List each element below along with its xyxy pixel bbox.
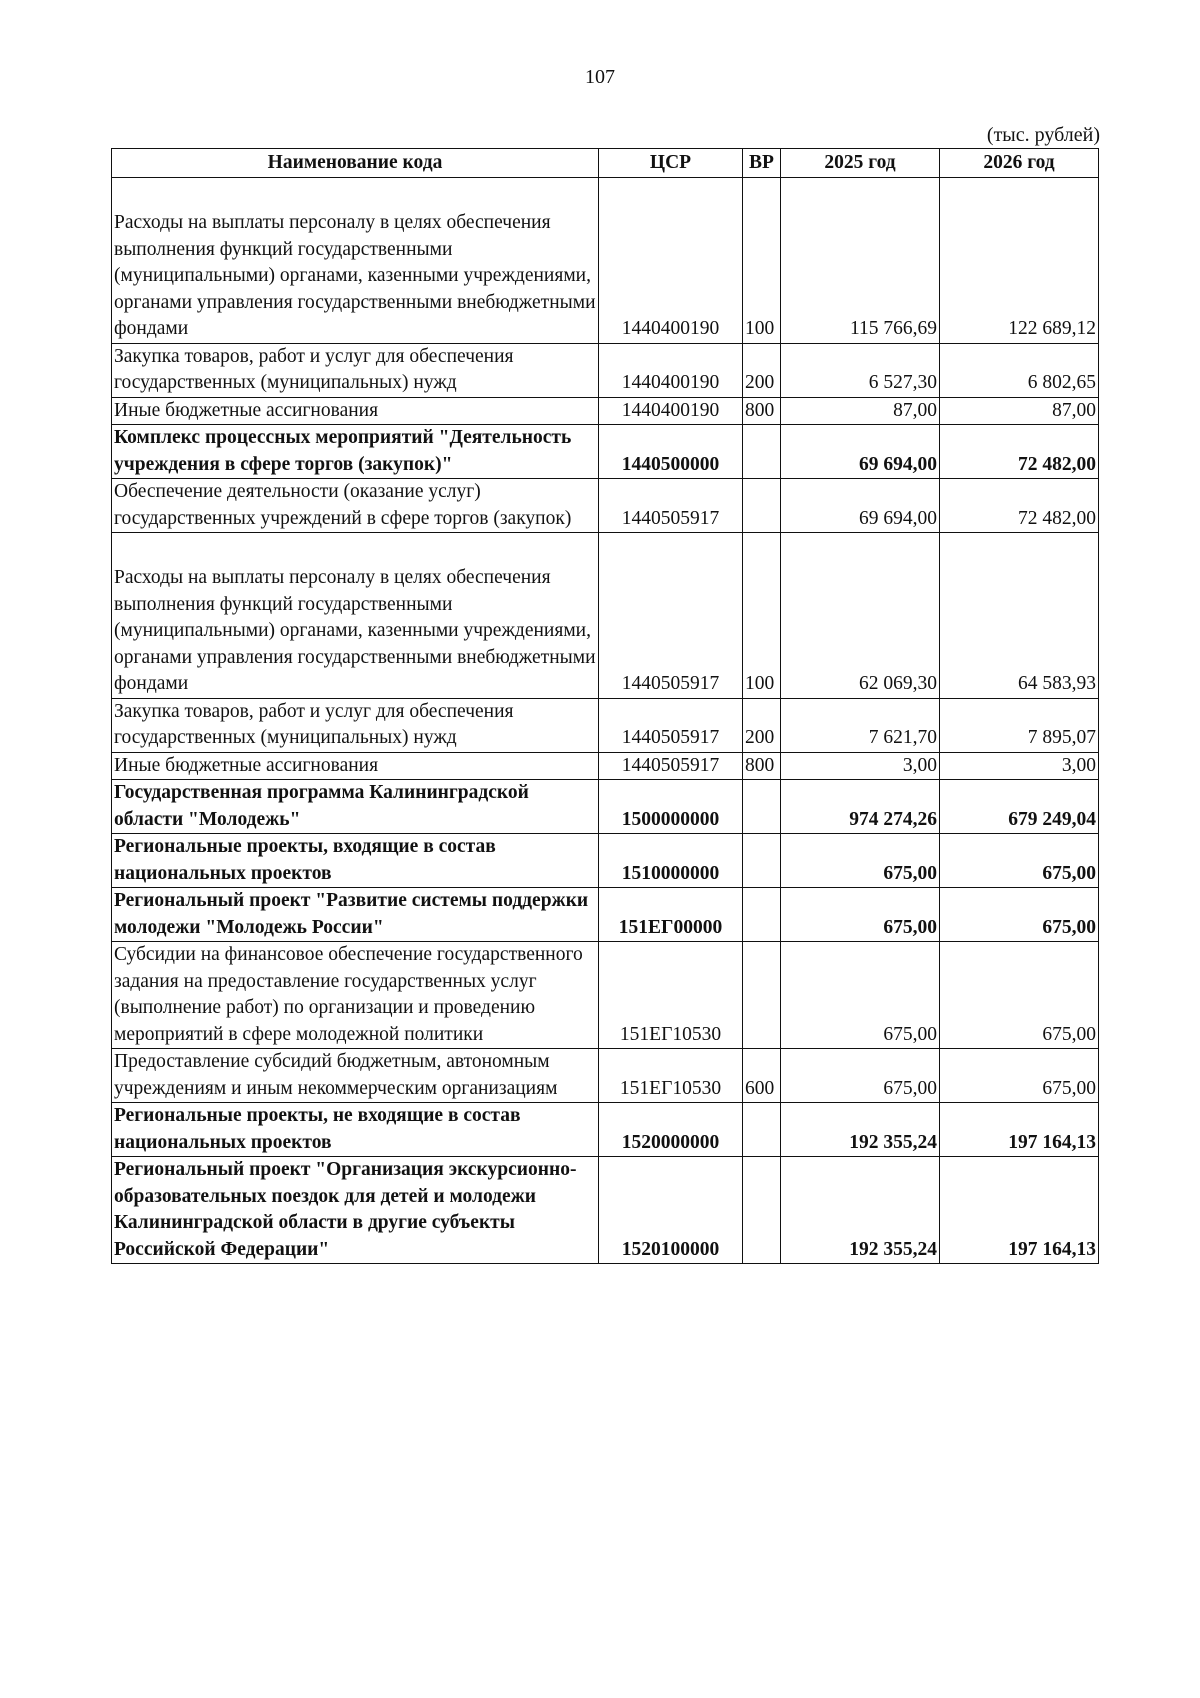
- row-2026: 3,00: [940, 752, 1099, 780]
- table-row: [112, 780, 1099, 834]
- row-name: Иные бюджетные ассигнования: [112, 397, 599, 425]
- row-vr: [743, 780, 781, 834]
- table-row: [112, 834, 1099, 888]
- table-header-row: [112, 149, 1099, 178]
- row-name: Закупка товаров, работ и услуг для обеспечения государственных (муниципальных) нужд: [112, 698, 599, 752]
- row-csr: 1440505917: [599, 533, 743, 699]
- row-2026: 675,00: [940, 942, 1099, 1049]
- row-2025: 675,00: [781, 834, 940, 888]
- row-vr: [743, 1103, 781, 1157]
- row-2025: 974 274,26: [781, 780, 940, 834]
- row-name: Иные бюджетные ассигнования: [112, 752, 599, 780]
- row-2025: 7 621,70: [781, 698, 940, 752]
- row-csr: 1440505917: [599, 479, 743, 533]
- row-2026: 6 802,65: [940, 343, 1099, 397]
- header-2025: 2025 год: [781, 149, 940, 178]
- row-2026: 675,00: [940, 1049, 1099, 1103]
- header-csr: ЦСР: [599, 149, 743, 178]
- row-2025: 6 527,30: [781, 343, 940, 397]
- row-csr: 151ЕГ00000: [599, 888, 743, 942]
- table-row: [112, 942, 1099, 1049]
- row-csr: 1440400190: [599, 397, 743, 425]
- row-2025: 675,00: [781, 888, 940, 942]
- row-2026: 675,00: [940, 888, 1099, 942]
- row-vr: 200: [743, 698, 781, 752]
- table-row: [112, 425, 1099, 479]
- table-row: [112, 397, 1099, 425]
- row-name: Региональный проект "Развитие системы поддержки молодежи "Молодежь России": [112, 888, 599, 942]
- row-name: Обеспечение деятельности (оказание услуг) государственных учреждений в сфере торгов (закупок): [112, 479, 599, 533]
- row-csr: 151ЕГ10530: [599, 942, 743, 1049]
- row-2026: 87,00: [940, 397, 1099, 425]
- row-vr: [743, 834, 781, 888]
- row-vr: [743, 888, 781, 942]
- row-2025: 69 694,00: [781, 479, 940, 533]
- row-2025: 192 355,24: [781, 1157, 940, 1264]
- row-name: Расходы на выплаты персоналу в целях обеспечения выполнения функций государственными (муниципальными) органами, казенными учреждениями, органами управления государственными внебюджетными фондами: [112, 178, 599, 344]
- table-row: [112, 533, 1099, 699]
- row-csr: 1440400190: [599, 343, 743, 397]
- row-vr: 200: [743, 343, 781, 397]
- row-csr: 1440505917: [599, 752, 743, 780]
- row-csr: 1440505917: [599, 698, 743, 752]
- row-2025: 69 694,00: [781, 425, 940, 479]
- row-2025: 87,00: [781, 397, 940, 425]
- row-vr: 600: [743, 1049, 781, 1103]
- row-vr: 800: [743, 752, 781, 780]
- table-row: [112, 343, 1099, 397]
- table-row: [112, 888, 1099, 942]
- row-2026: 7 895,07: [940, 698, 1099, 752]
- row-csr: 1520000000: [599, 1103, 743, 1157]
- row-name: Государственная программа Калининградской области "Молодежь": [112, 780, 599, 834]
- row-name: Закупка товаров, работ и услуг для обеспечения государственных (муниципальных) нужд: [112, 343, 599, 397]
- row-2026: 197 164,13: [940, 1157, 1099, 1264]
- row-name: Субсидии на финансовое обеспечение государственного задания на предоставление государственных услуг (выполнение работ) по организации и проведению мероприятий в сфере молодежной политики: [112, 942, 599, 1049]
- row-vr: [743, 942, 781, 1049]
- row-vr: [743, 479, 781, 533]
- row-2025: 192 355,24: [781, 1103, 940, 1157]
- row-name: Региональные проекты, входящие в состав национальных проектов: [112, 834, 599, 888]
- row-2026: 72 482,00: [940, 425, 1099, 479]
- table-row: [112, 178, 1099, 344]
- row-2025: 675,00: [781, 942, 940, 1049]
- row-vr: 800: [743, 397, 781, 425]
- row-2025: 62 069,30: [781, 533, 940, 699]
- row-csr: 1520100000: [599, 1157, 743, 1264]
- row-2025: 115 766,69: [781, 178, 940, 344]
- row-name: Комплекс процессных мероприятий "Деятельность учреждения в сфере торгов (закупок)": [112, 425, 599, 479]
- row-name: Предоставление субсидий бюджетным, автономным учреждениям и иным некоммерческим организациям: [112, 1049, 599, 1103]
- row-csr: 1500000000: [599, 780, 743, 834]
- row-name: Расходы на выплаты персоналу в целях обеспечения выполнения функций государственными (муниципальными) органами, казенными учреждениями, органами управления государственными внебюджетными фондами: [112, 533, 599, 699]
- row-2025: 675,00: [781, 1049, 940, 1103]
- budget-table: [111, 148, 1099, 1264]
- row-csr: 1510000000: [599, 834, 743, 888]
- table-body: [112, 178, 1099, 1264]
- row-name: Региональные проекты, не входящие в состав национальных проектов: [112, 1103, 599, 1157]
- row-csr: 1440500000: [599, 425, 743, 479]
- row-2026: 197 164,13: [940, 1103, 1099, 1157]
- table-row: [112, 1049, 1099, 1103]
- row-vr: [743, 1157, 781, 1264]
- row-csr: 151ЕГ10530: [599, 1049, 743, 1103]
- table-row: [112, 1157, 1099, 1264]
- table-row: [112, 752, 1099, 780]
- table-row: [112, 1103, 1099, 1157]
- row-2026: 64 583,93: [940, 533, 1099, 699]
- header-2026: 2026 год: [940, 149, 1099, 178]
- row-2025: 3,00: [781, 752, 940, 780]
- row-name: Региональный проект "Организация экскурсионно-образовательных поездок для детей и молодежи Калининградской области в другие субъекты Российской Федерации": [112, 1157, 599, 1264]
- header-name: Наименование кода: [112, 149, 599, 178]
- row-csr: 1440400190: [599, 178, 743, 344]
- row-vr: 100: [743, 178, 781, 344]
- header-vr: ВР: [743, 149, 781, 178]
- row-2026: 72 482,00: [940, 479, 1099, 533]
- row-vr: [743, 425, 781, 479]
- row-vr: 100: [743, 533, 781, 699]
- units-label: (тыс. рублей): [986, 124, 1100, 146]
- page-number: 107: [585, 66, 615, 88]
- table-row: [112, 698, 1099, 752]
- row-2026: 675,00: [940, 834, 1099, 888]
- row-2026: 122 689,12: [940, 178, 1099, 344]
- row-2026: 679 249,04: [940, 780, 1099, 834]
- table-row: [112, 479, 1099, 533]
